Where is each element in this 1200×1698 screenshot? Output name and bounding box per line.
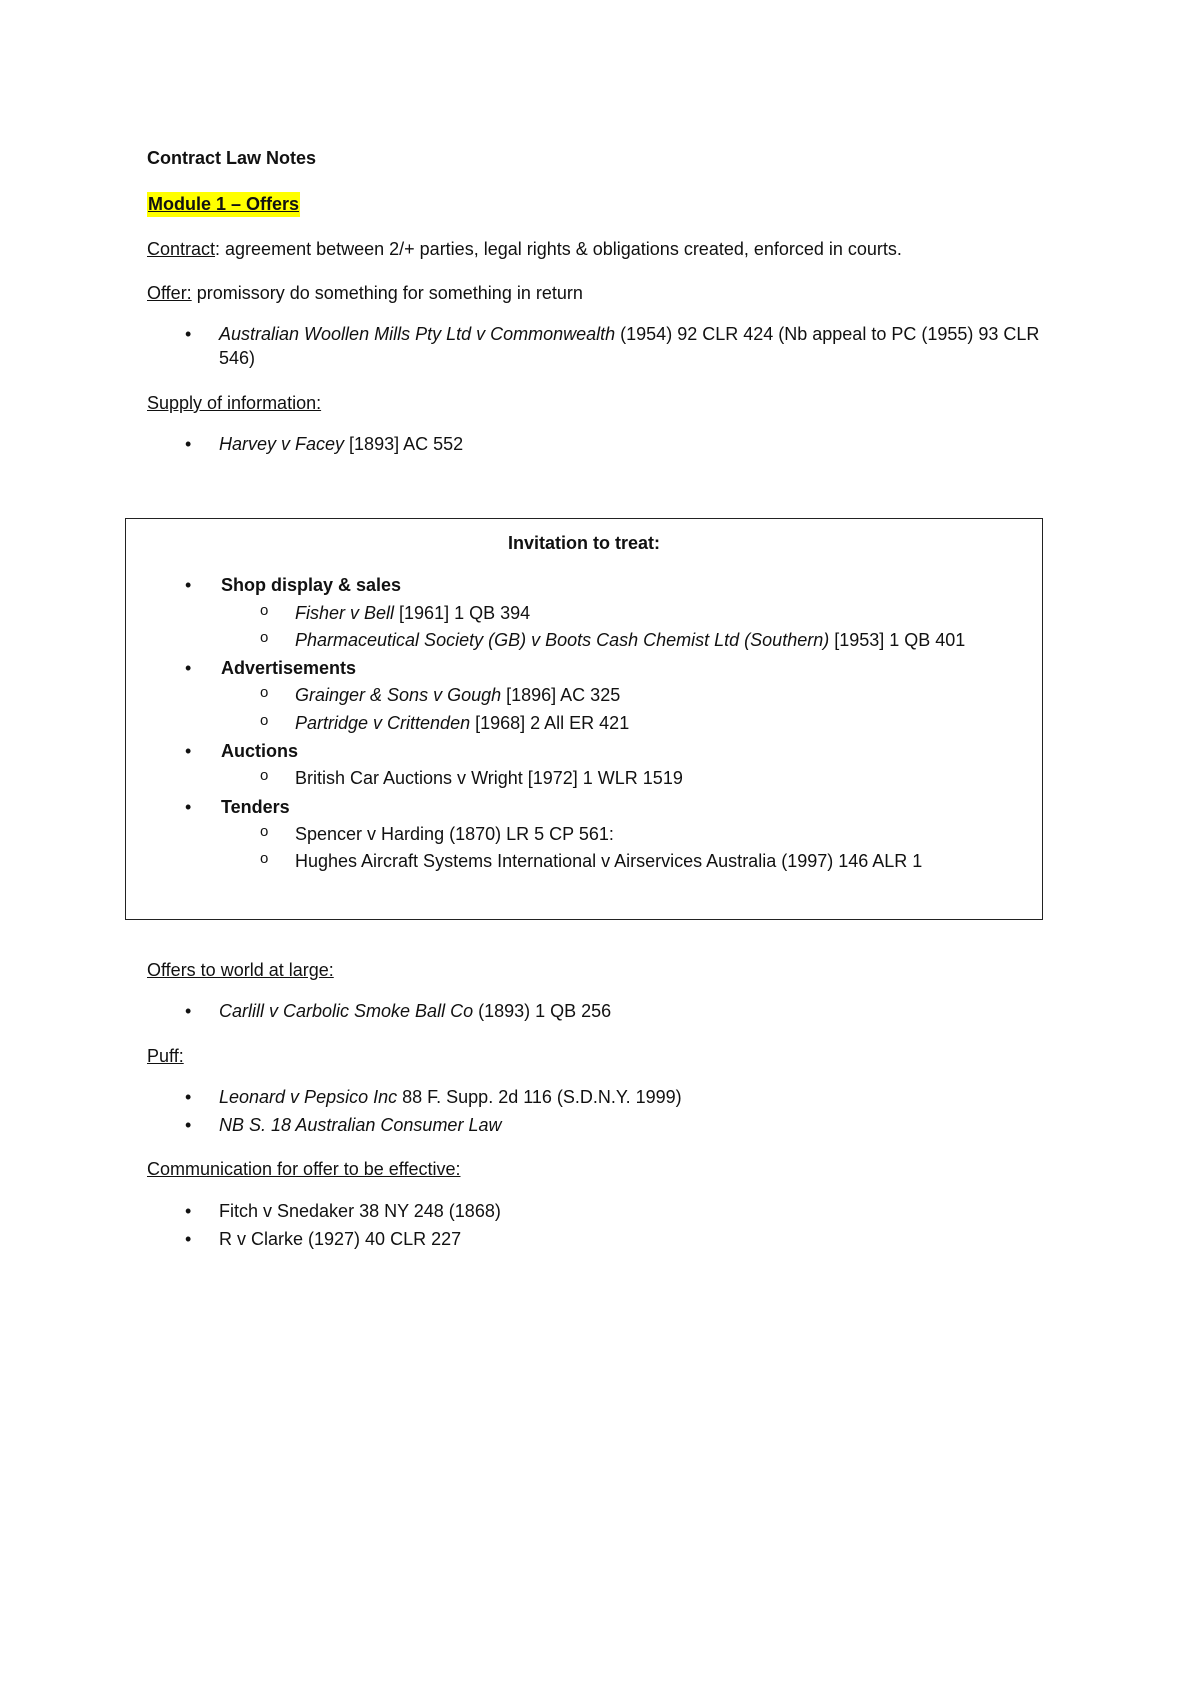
- case-citation: [1968] 2 All ER 421: [470, 712, 630, 733]
- contract-text: : agreement between 2/+ parties, legal rights & obligations created, enforced in courts.: [215, 238, 902, 259]
- list-item: [147, 999, 1067, 1023]
- group-heading: Shop display & sales: [221, 575, 402, 596]
- case-citation: (1954) 92 CLR 424 (Nb appeal to PC (1955) 93 CLR 546): [219, 324, 1040, 369]
- offer-definition: [147, 281, 1067, 305]
- case-name: Grainger & Sons v Gough: [295, 685, 502, 706]
- list-item: [221, 683, 1042, 707]
- case-citation: Fitch v Snedaker 38 NY 248 (1868): [219, 1200, 501, 1221]
- case-name: Australian Woollen Mills Pty Ltd v Commonwealth: [219, 324, 616, 345]
- group-advertisements: [126, 656, 1042, 735]
- list-item: [147, 1113, 1067, 1137]
- group-heading: Tenders: [221, 796, 290, 817]
- group-auctions: [126, 739, 1042, 791]
- list-item: [221, 601, 1042, 625]
- list-item: [221, 766, 1042, 790]
- list-item: [147, 1085, 1067, 1109]
- case-name: Fisher v Bell: [295, 602, 395, 623]
- case-name: Leonard v Pepsico Inc: [219, 1086, 398, 1107]
- case-name: Carlill v Carbolic Smoke Ball Co: [219, 1001, 474, 1022]
- group-heading: Auctions: [221, 741, 299, 762]
- case-name: Pharmaceutical Society (GB) v Boots Cash Chemist Ltd (Southern): [295, 629, 830, 650]
- communication-heading: Communication for offer to be effective:: [147, 1159, 461, 1180]
- list-item: [147, 1199, 1067, 1223]
- group-items: [221, 601, 1042, 653]
- case-citation: 88 F. Supp. 2d 116 (S.D.N.Y. 1999): [397, 1086, 682, 1107]
- group-tenders: [126, 795, 1042, 874]
- world-case-list: [147, 999, 1067, 1023]
- invitation-groups: [126, 573, 1042, 873]
- case-citation: [1896] AC 325: [501, 685, 621, 706]
- group-shop-display: [126, 573, 1042, 652]
- notes-lower: [147, 958, 1067, 1255]
- offer-label: Offer:: [147, 282, 192, 303]
- contract-label: Contract: [147, 238, 216, 259]
- group-heading: Advertisements: [221, 658, 357, 679]
- case-name: Partridge v Crittenden: [295, 712, 471, 733]
- list-item: [221, 628, 1042, 652]
- case-name: Harvey v Facey: [219, 434, 345, 455]
- list-item: [221, 849, 1042, 873]
- case-citation: [1953] 1 QB 401: [829, 629, 966, 650]
- case-citation: (1893) 1 QB 256: [473, 1001, 612, 1022]
- case-citation: [1893] AC 552: [344, 434, 464, 455]
- case-name: NB S. 18 Australian Consumer Law: [219, 1115, 502, 1136]
- group-items: [221, 766, 1042, 790]
- list-item: [147, 432, 1067, 456]
- case-citation: R v Clarke (1927) 40 CLR 227: [219, 1229, 462, 1250]
- world-heading: Offers to world at large:: [147, 960, 334, 980]
- puff-heading: Puff:: [147, 1045, 184, 1066]
- supply-heading: Supply of information:: [147, 392, 322, 413]
- group-items: [221, 822, 1042, 874]
- case-citation: British Car Auctions v Wright [1972] 1 WLR 1519: [295, 768, 683, 789]
- module-heading: Module 1 – Offers: [147, 192, 300, 216]
- puff-case-list: [147, 1085, 1067, 1138]
- document-title: Contract Law Notes: [147, 148, 317, 168]
- list-item: [221, 711, 1042, 735]
- case-citation: Spencer v Harding (1870) LR 5 CP 561:: [295, 823, 614, 844]
- offer-text: promissory do something for something in return: [191, 282, 583, 303]
- list-item: [221, 822, 1042, 846]
- case-citation: [1961] 1 QB 394: [394, 602, 531, 623]
- supply-case-list: [147, 432, 1067, 456]
- communication-case-list: [147, 1199, 1067, 1252]
- offer-case-list: [147, 322, 1067, 371]
- contract-definition: [147, 237, 1067, 261]
- invitation-to-treat-box: [125, 518, 1043, 920]
- case-citation: Hughes Aircraft Systems International v Airservices Australia (1997) 146 ALR 1: [295, 851, 923, 872]
- invitation-title: Invitation to treat:: [508, 533, 660, 553]
- list-item: [147, 1227, 1067, 1251]
- list-item: [147, 322, 1067, 371]
- notes-upper: [147, 146, 1067, 460]
- group-items: [221, 683, 1042, 735]
